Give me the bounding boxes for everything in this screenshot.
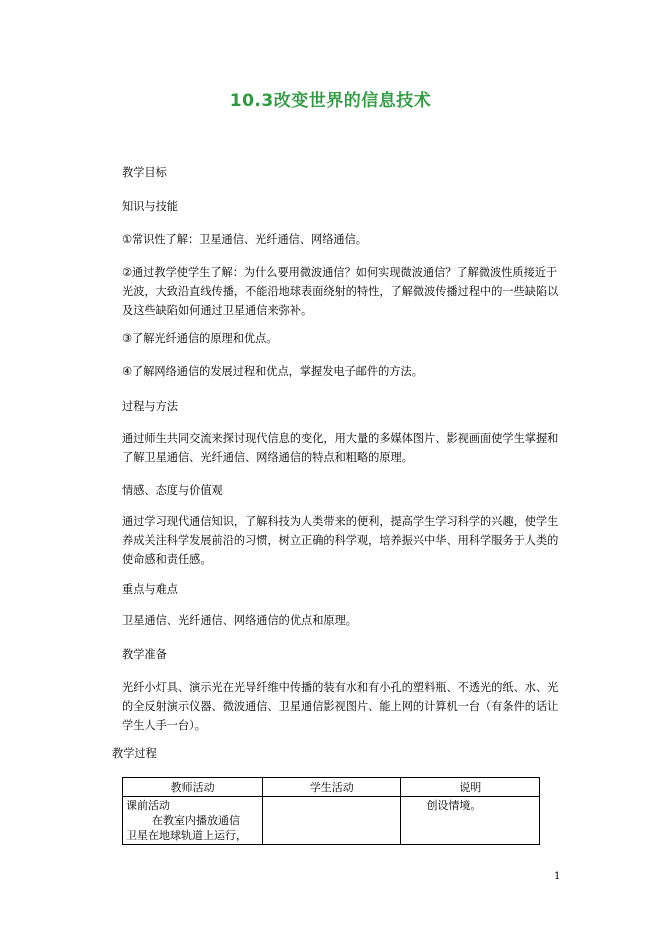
teaching-process-table: [122, 777, 540, 845]
emotion-text: 通过学习现代通信知识，了解科技为人类带来的便利，提高学生学习科学的兴趣，使学生养成关注科学发展前沿的习惯，树立正确的科学观，培养振兴中华、用科学服务于人类的使命感和责任感。: [122, 515, 559, 566]
prep-text: 光纤小灯具、演示光在光导纤维中传播的装有水和有小孔的塑料瓶、不透光的纸、水、光的全反射演示仪器、微波通信、卫星通信影视图片、能上网的计算机一台（有条件的话让学生人手一台）。: [122, 681, 559, 732]
table-row: [123, 797, 540, 845]
teaching-process-heading: 教学过程: [112, 747, 157, 760]
cell-student: [263, 797, 401, 845]
emotion-heading: 情感、态度与价值观: [122, 484, 223, 497]
key-heading: 重点与难点: [122, 583, 178, 596]
cell-teacher: [123, 797, 263, 845]
process-heading: 过程与方法: [122, 400, 178, 413]
knowledge-item-2: ②通过教学使学生了解：为什么要用微波通信？如何实现微波通信？了解微波性质接近于光波，大致沿直线传播，不能沿地球表面绕射的特性，了解微波传播过程中的一些缺陷以及这些缺陷如何通过卫星通信来弥补。: [122, 266, 559, 317]
teacher-line-1: 课前活动: [126, 799, 170, 812]
teacher-line-3: 卫星在地球轨道上运行，: [126, 829, 247, 842]
table-header-row: [123, 778, 540, 797]
teacher-line-2: 在教室内播放通信: [152, 814, 240, 827]
cell-note: [401, 797, 540, 845]
process-text: 通过师生共同交流来探讨现代信息的变化，用大量的多媒体图片、影视画面使学生掌握和了解卫星通信、光纤通信、网络通信的特点和粗略的原理。: [122, 432, 559, 464]
key-text: 卫星通信、光纤通信、网络通信的优点和原理。: [122, 614, 357, 627]
page-number: 1: [554, 871, 561, 882]
header-note: 说明: [401, 778, 540, 797]
knowledge-item-3: ③了解光纤通信的原理和优点。: [122, 332, 278, 345]
goals-heading: 教学目标: [122, 166, 167, 179]
knowledge-item-4: ④了解网络通信的发展过程和优点，掌握发电子邮件的方法。: [122, 365, 423, 378]
note-text: 创设情境。: [426, 799, 482, 812]
header-student: 学生活动: [263, 778, 401, 797]
knowledge-item-1: ①常识性了解：卫星通信、光纤通信、网络通信。: [122, 233, 367, 246]
page-title: 10.3改变世界的信息技术: [229, 91, 432, 111]
prep-heading: 教学准备: [122, 648, 167, 661]
knowledge-heading: 知识与技能: [122, 200, 178, 213]
header-teacher: 教师活动: [123, 778, 263, 797]
